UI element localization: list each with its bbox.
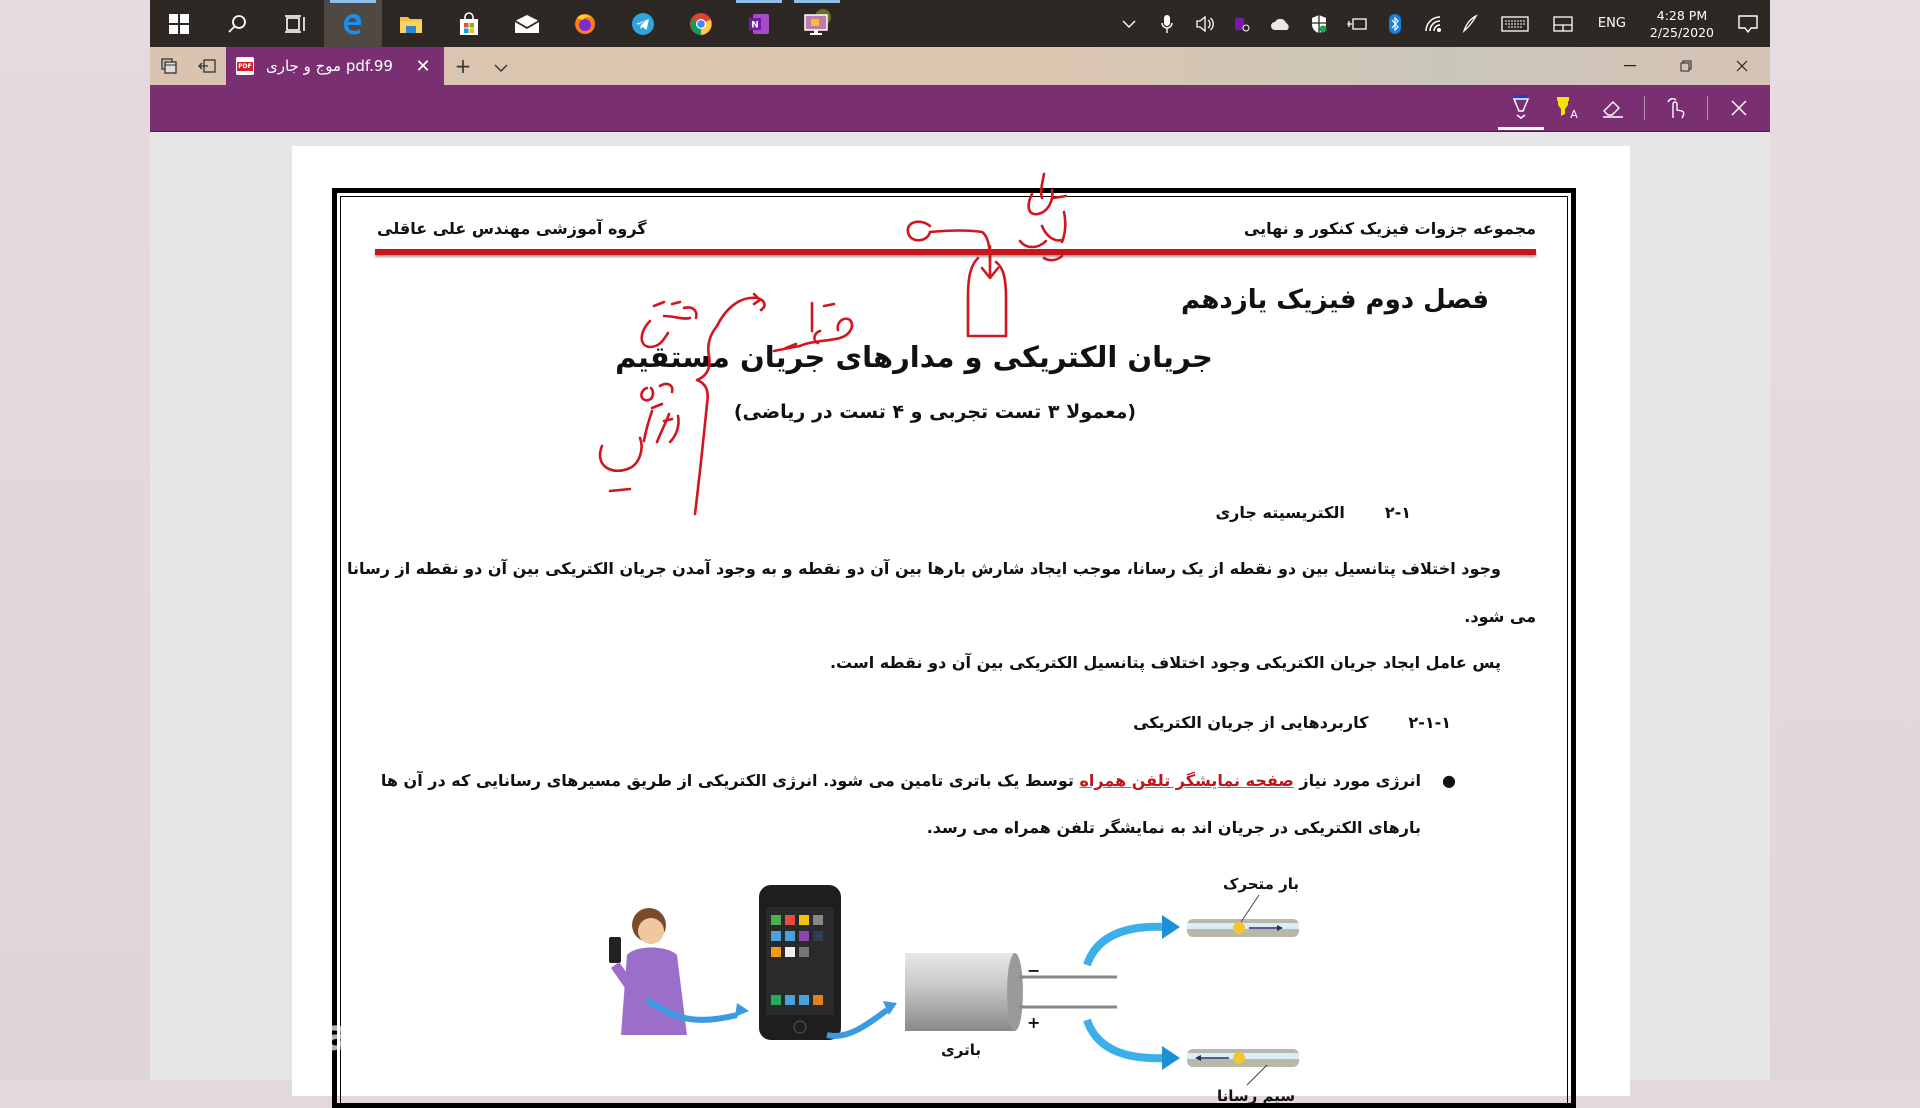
highlighter-button[interactable]: [1544, 86, 1590, 130]
header-red-rule: [375, 249, 1536, 255]
folder-icon: [399, 14, 423, 34]
background-left-margin: [0, 0, 150, 1080]
task-view-icon: [284, 14, 306, 34]
chrome-icon: [689, 12, 713, 36]
screen-recorder-icon: [803, 11, 831, 37]
onenote-icon: [747, 12, 771, 36]
document-content: [337, 193, 1571, 1103]
set-tabs-aside-button[interactable]: [150, 47, 188, 85]
bluetooth-icon: [1389, 14, 1401, 34]
restore-icon: [1680, 60, 1692, 72]
chrome-button[interactable]: [672, 0, 730, 47]
restore-tabs-icon: [198, 58, 216, 74]
label-battery: باتری: [941, 1041, 981, 1059]
clock-time: 4:28 PM: [1656, 7, 1708, 23]
show-hidden-icons-button[interactable]: [1110, 0, 1148, 47]
microphone-icon: [1161, 14, 1173, 34]
tabs-aside-icon: [161, 58, 177, 74]
phone-illustration: [759, 885, 841, 1040]
background-right-margin: [1770, 0, 1920, 1080]
chevron-up-icon: [1122, 19, 1136, 29]
cloud-icon: [1270, 17, 1292, 31]
tabs-aside-restore-button[interactable]: [188, 47, 226, 85]
system-tray: [1110, 0, 1770, 47]
volume-tray-button[interactable]: [1186, 0, 1224, 47]
firefox-icon: [573, 12, 597, 36]
wifi-tray-button[interactable]: [1414, 0, 1452, 47]
bullet-text: توسط یک باتری تامین می شود. انرژی الکتریکی از طریق مسیرهای رسانایی که در آن ها: [380, 771, 1080, 790]
battery-plug-icon: [1346, 16, 1368, 32]
firefox-button[interactable]: [556, 0, 614, 47]
highlighted-term: صفحه نمایشگر تلفن همراه: [1079, 771, 1294, 790]
minimize-icon: [1624, 65, 1636, 67]
eraser-icon: [1601, 97, 1625, 119]
active-tab[interactable]: [226, 47, 444, 85]
browser-tab-bar: [150, 47, 1770, 85]
touch-writing-button[interactable]: [1653, 86, 1699, 130]
restore-button[interactable]: [1658, 47, 1714, 85]
figure-phone-battery: [587, 875, 1307, 1105]
page-title: جریان الکتریکی و مدارهای جریان مستقیم: [615, 340, 1213, 374]
section-number: ۲-۱: [1384, 503, 1411, 522]
toolbar-divider: [1644, 96, 1645, 120]
file-explorer-button[interactable]: [382, 0, 440, 47]
conductor-wire-top: [1187, 895, 1299, 937]
label-conductor-wire: سیم رسانا: [1217, 1087, 1296, 1105]
conductor-wire-bottom: [1187, 1049, 1299, 1085]
power-tray-button[interactable]: [1338, 0, 1376, 47]
close-icon: [1731, 100, 1747, 116]
store-icon: [457, 12, 481, 36]
keyboard-icon: [1501, 16, 1529, 32]
taskbar: [150, 0, 1770, 47]
bullet-dot: ●: [1442, 771, 1456, 790]
eraser-button[interactable]: [1590, 86, 1636, 130]
onenote-clip-icon: [1235, 15, 1251, 33]
battery-minus-sign: −: [1027, 961, 1041, 980]
pen-workspace-tray-button[interactable]: [1452, 0, 1490, 47]
screen-recorder-button[interactable]: [788, 0, 846, 47]
touchpad-icon: [1553, 16, 1573, 32]
security-tray-button[interactable]: [1300, 0, 1338, 47]
new-tab-button[interactable]: +: [454, 54, 472, 78]
ink-toolbar: [150, 85, 1770, 132]
onedrive-tray-button[interactable]: [1262, 0, 1300, 47]
paragraph-line: می شود.: [1464, 607, 1536, 626]
section-heading-1: [1216, 503, 1412, 522]
section-title: کاربردهایی از جریان الکتریکی: [1133, 713, 1369, 732]
tab-title: موج و جاری pdf.99: [266, 57, 393, 75]
highlighter-icon: [1555, 96, 1579, 120]
battery-illustration: [905, 953, 1117, 1031]
svg-text:A: A: [1570, 108, 1578, 121]
touch-keyboard-tray-button[interactable]: [1490, 0, 1540, 47]
bluetooth-tray-button[interactable]: [1376, 0, 1414, 47]
minimize-button[interactable]: [1602, 47, 1658, 85]
start-button[interactable]: [150, 0, 208, 47]
paragraph-line: پس عامل ایجاد جریان الکتریکی وجود اختلاف پتانسیل الکتریکی بین آن دو نقطه است.: [829, 653, 1501, 672]
page-border-frame: [332, 188, 1576, 1108]
ballpoint-pen-icon: [1510, 94, 1532, 122]
search-button[interactable]: [208, 0, 266, 47]
exit-ink-button[interactable]: [1716, 86, 1762, 130]
notification-icon: [1737, 14, 1759, 34]
close-icon: [1736, 60, 1748, 72]
screen: [150, 0, 1770, 1105]
shield-icon: [1311, 14, 1327, 34]
battery-plus-sign: +: [1027, 1013, 1041, 1032]
telegram-icon: [631, 12, 655, 36]
chapter-heading: فصل دوم فیزیک یازدهم: [1180, 285, 1489, 315]
telegram-button[interactable]: [614, 0, 672, 47]
header-series-title: مجموعه جزوات فیزیک کنکور و نهایی: [1243, 219, 1536, 238]
onenote-tray-button[interactable]: [1224, 0, 1262, 47]
watermark: apara: [322, 1010, 465, 1061]
label-moving-charge: بار متحرک: [1223, 875, 1300, 893]
search-icon: [227, 14, 247, 34]
volume-icon: [1195, 15, 1215, 33]
paragraph-line: وجود اختلاف پتانسیل بین دو نقطه از یک رسانا، موجب ایجاد شارش بارها بین آن دو نقطه و به وجود آمدن جریان الکتریکی بین آن دو نقطه از رسانا: [346, 559, 1501, 578]
touch-writing-icon: [1665, 96, 1687, 120]
bullet-line: بارهای الکتریکی در جریان اند به نمایشگر تلفن همراه می رسد.: [926, 818, 1421, 837]
windows-icon: [169, 14, 189, 34]
microphone-tray-button[interactable]: [1148, 0, 1186, 47]
page-subtitle: (معمولا ۳ تست تجربی و ۴ تست در ریاضی): [733, 401, 1137, 423]
header-author: گروه آموزشی مهندس علی عاقلی: [377, 219, 647, 238]
pdf-page: [292, 146, 1630, 1105]
language-indicator[interactable]: ENG: [1597, 16, 1626, 31]
pdf-icon: PDF: [236, 57, 254, 75]
toolbar-divider: [1707, 96, 1708, 120]
wifi-icon: [1424, 15, 1442, 33]
svg-text:N: N: [751, 20, 759, 30]
chevron-down-icon: [494, 63, 508, 73]
tab-list-button[interactable]: [482, 54, 520, 78]
section-number: ۲-۱-۱: [1408, 713, 1451, 732]
window-controls: [1602, 47, 1770, 85]
task-view-button[interactable]: [266, 0, 324, 47]
pen-workspace-icon: [1461, 14, 1481, 34]
close-window-button[interactable]: [1714, 47, 1770, 85]
onenote-button[interactable]: [730, 0, 788, 47]
ballpoint-pen-button[interactable]: [1498, 86, 1544, 130]
bullet-text: انرژی مورد نیاز: [1293, 771, 1421, 790]
touchpad-tray-button[interactable]: [1540, 0, 1586, 47]
bullet-line: [381, 771, 1421, 790]
clock[interactable]: [1638, 7, 1726, 41]
store-button[interactable]: [440, 0, 498, 47]
section-title: الکتریسیته جاری: [1215, 503, 1345, 522]
clock-date: 2/25/2020: [1649, 24, 1714, 40]
action-center-button[interactable]: [1726, 14, 1770, 34]
tab-close-button[interactable]: ✕: [415, 55, 431, 77]
section-heading-2: [1133, 713, 1451, 732]
edge-taskbar-button[interactable]: [324, 0, 382, 47]
edge-icon: [341, 12, 365, 36]
mail-button[interactable]: [498, 0, 556, 47]
mail-icon: [514, 14, 540, 34]
